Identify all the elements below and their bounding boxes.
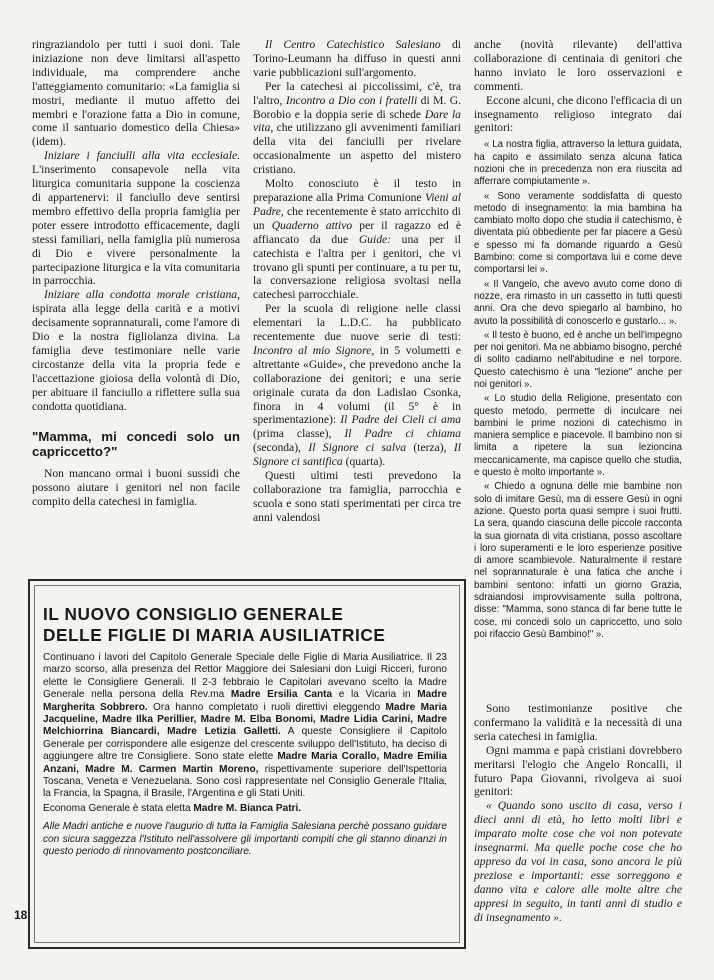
person-names: Madre Maria Corallo, Madre Emilia Anzani, Madre M. Carmen Martin Moreno, [43,751,447,775]
closing-quote: « Quando sono uscito di casa, verso i dieci anni di età, ho letto molti libri e imparato molte cose che voi non potevate insegnarmi. Ma quelle poche cose che ho appreso da voi in casa, sono ancora le più preziose e importanti: esse sorreggono e danno vita e calore alle molte altre che appresi in seguito, in tanti anni di studio e di insegnamento ». [474,799,682,924]
book-title: Dare la vita, [253,107,461,135]
testimonial-quote: « Lo studio della Religione, presentato con questo metodo, permette di inculcare nei bambini le prime nozioni di catechismo in maniera semplice e piacevole. Il bambino non si limita a ripetere la sua lezioncina meccanicamente, ma capisce quello che studia, e questo è molto importante ». [474,393,682,479]
testimonial-quote: « Chiedo a ognuna delle mie bambine non solo di imitare Gesù, ma di essere Gesù in ogni azione. Questo porta quasi sempre i suoi frutti. La sera, quando ciascuna delle piccole racconta la sua giornata di vita cristiana, posso ascoltare i loro superamenti e le loro esperienze positive di amore scambievole. Naturalmente il restare nel soprannaturale è una fatica che anche i bambini sentono: infatti un giorno Grazia, sdraiandosi improvvisamente sulla poltrona, disse: "Mamma, sono stanca di far bene tutte le cose, mi concedi solo un capriccetto, uno solo poi rifaccio Gesù Bambino!" ». [474,481,682,640]
news-box-title [43,604,447,646]
title-line: IL NUOVO CONSIGLIO GENERALE [43,604,344,624]
news-box [28,579,466,949]
paragraph-text: in 5 volumetti e altrettante «Guide», che prevedono anche la collaborazione dei genitori; e una serie originale curata da don Ladislao Csonka, finora in 4 volumi (il 5° è in sperimentazione): [253,343,461,427]
book-title: Il Padre ci chiama [344,427,461,441]
roncalli-quote [474,799,682,924]
book-title: Vieni al Padre, [253,190,462,218]
paragraph-text: e la Vicaria in [332,689,418,701]
section-subheading: "Mamma, mi concedi solo un capriccetto?" [32,429,240,460]
paragraph [43,652,447,801]
paragraph-text: che utilizzano gli avvenimenti familiari della vita dei fanciulli per rivelare occasionalmente un aspetto del mistero cristiano. [253,121,461,177]
page-number: 18 [14,908,28,922]
book-title: Il Signore ci salva [308,441,407,455]
paragraph [253,302,461,469]
paragraph [43,803,447,815]
book-title: Guide: [358,232,392,246]
italic-lead: Iniziare i fanciulli alla vita ecclesiale. [44,149,240,163]
testimonial-quote: « Il Vangelo, che avevo avuto come dono di nozze, era rimasto in un cassetto in tutti questi anni. Ora che devo spiegarlo al bambino, ho avuto la possibilità di conoscerlo e gustarlo... ». [474,278,682,327]
paragraph [32,149,240,288]
book-title: Il Signore ci santifica [253,441,462,469]
paragraph-text: di Torino-Leumann ha diffuso in questi anni varie pubblicazioni sull'argomento. [253,38,461,79]
paragraph-text: per il ragazzo ed è affiancato da due [253,218,461,246]
paragraph: Non mancano ormai i buoni sussidi che possono aiutare i genitori nel non facile compito della catechesi in famiglia. [32,467,240,509]
paragraph-text: Continuano i lavori del Capitolo Generale Speciale delle Figlie di Maria Ausiliatrice. Il 23 marzo scorso, alla presenza del Rettor Maggiore dei Salesiani don Luigi Ricceri, furono elette le Consigliere Generali. Il 2-3 febbraio le Capitolari avevano scelto la Madre Generale nella persona della Rev.ma [43,652,447,701]
testimonial-quote: « Il testo è buono, ed è anche un bell'impegno per noi genitori. Ma ne abbiamo bisogno, perché di solito cadiamo nell'abitudine e nel torpore. Questo catechismo è una "lezione" anche per noi genitori ». [474,329,682,390]
person-names: Madre Maria Jacqueline, Madre Ilka Perillier, Madre M. Elba Bonomi, Madre Lidia Carini, Madre Melchiorrina Biancardi, Madre Letizia Galletti. [43,701,448,738]
testimonial-quote: « Sono veramente soddisfatta di questo metodo di insegnamento: la mia bambina ha cambiato molto dopo che studia il catechismo, è diventata più obbediente per far piacere a Gesù e spesso mi fa domande riguardo a Gesù Bambino: come si comportava lui e come deve comportarsi lei ». [474,190,682,276]
paragraph: ringraziandolo per tutti i suoi doni. Tale iniziazione non deve limitarsi all'aspetto individuale, ma comprendere anche l'atteggiamento comunitario: «La famiglia si mostri, mediante il mutuo affetto dei membri e l'orazione fatta a Dio in comune, come il santuario domestico della Chiesa» (idem). [32,38,240,149]
column-right-lower [474,702,682,925]
paragraph-text: rispettivamente superiore dell'Ispettoria Toscana, Veneta e Venezuelana. Sono così rappresentate nel Consiglio Generale l'Italia, la Francia, la Spagna, il Brasile, l'Argentina e gli Stati Uniti. [43,763,447,800]
testimonials [474,139,682,641]
paragraph-text: Per la scuola di religione nelle classi elementari la L.D.C. ha pubblicato recentemente due nuove serie di testi: [253,302,461,344]
paragraph [253,177,461,302]
book-title: Il Padre dei Cieli ci ama [340,413,461,427]
paragraph-text: Economa Generale è stata eletta [43,802,194,814]
column-middle [253,38,461,525]
paragraph: Sono testimonianze positive che confermano la validità e la necessità di una seria catechesi in famiglia. [474,702,682,743]
paragraph [32,288,240,413]
paragraph-text: (terza), [406,441,454,455]
column-right [474,38,682,643]
news-box-body [43,652,447,859]
paragraph-text: di M. G. Borobio e la doppia serie di schede [253,93,461,121]
paragraph-text: (prima classe), [253,427,345,441]
book-title: Incontro al mio Signore, [253,343,375,357]
testimonial-quote: « La nostra figlia, attraverso la lettura guidata, ha capito e assimilato senza alcuna fatica nozioni che in precedenza non era riuscita ad afferrare compiutamente ». [474,139,682,188]
paragraph: Ogni mamma e papà cristiani dovrebbero meritarsi l'elogio che Angelo Roncalli, il futuro Papa Giovanni, rivolgeva ai suoi genitori: [474,743,682,799]
paragraph: anche (novità rilevante) dell'attiva collaborazione di centinaia di genitori che hanno inviato le loro osservazioni e commenti. [474,38,682,93]
paragraph-text: una per il catechista e l'altra per i genitori, che vi trovano gli spunti per continuare, a tu per tu, la conversazione religiosa svoltasi nella catechesi parrocchiale. [253,232,461,302]
person-name: Madre Margherita Sobbrero. [43,689,447,713]
title-line: DELLE FIGLIE DI MARIA AUSILIATRICE [43,625,386,645]
paragraph-text: A queste Consigliere il Capitolo Generale per corrispondere alle esigenze del crescente sviluppo dell'Istituto, ha deciso di aggiungere altre tre Consigliere. Sono state elette [43,726,447,763]
paragraph-text: Molto conosciuto è il testo in preparazione alla Prima Comunione [253,177,461,204]
paragraph-text: Ora hanno completato i ruoli direttivi eleggendo [147,701,386,713]
paragraph-text: Per la catechesi ai piccolissimi, c'è, tra l'altro, [253,79,461,107]
book-title: Incontro a Dio con i fratelli [285,93,418,107]
paragraph: Questi ultimi testi prevedono la collaborazione tra famiglia, parrocchia e scuola e sono stati sperimentati per circa tre anni valendosi [253,469,461,524]
person-name: Madre M. Bianca Patri. [193,802,302,814]
paragraph: Eccone alcuni, che dicono l'efficacia di un insegnamento religioso integrato dai genitori: [474,93,682,135]
paragraph-text: ispirata alla legge della carità e a motivi decisamente soprannaturali, come l'amore di Dio e la nostra figliolanza divina. La famiglia deve testimoniare nelle varie circostanze della vita la propria fede e l'accettazione gioiosa della volontà di Dio, per abituare il fanciullo a riflettere sulla sua condotta quotidiana. [32,302,240,413]
paragraph-text: (seconda), [253,441,309,455]
book-title: Quaderno attivo [271,218,353,232]
paragraph [253,80,461,177]
paragraph-text: che recentemente è stato arricchito di un [253,204,461,232]
person-name: Madre Ersilia Canta [230,689,333,701]
paragraph-text: L'inserimento consapevole nella vita liturgica comunitaria suppone la coscienza di appartenervi: il fanciullo deve sentirsi membro effettivo della propria famiglia per poter essere introdotto efficacemente, dagli stessi familiari, nella famiglia più numerosa di Dio e vivere personalmente la partecipazione liturgica e la vita comunitaria in parrocchia. [32,163,240,288]
box-closing-note: Alle Madri antiche e nuove l'augurio di tutta la Famiglia Salesiana perchè possano guidare con sicura saggezza l'Istituto nell'assolvere gli importanti compiti che gli stanno dinanzi in questo periodo di rinnovamento postconciliare. [43,821,447,858]
paragraph [253,38,461,80]
column-left [32,38,240,509]
italic-title: Il Centro Catechistico Salesiano [265,38,441,51]
news-box-inner [34,585,460,943]
paragraph-text: (quarta). [342,455,386,469]
italic-lead: Iniziare alla condotta morale cristiana, [44,288,240,302]
